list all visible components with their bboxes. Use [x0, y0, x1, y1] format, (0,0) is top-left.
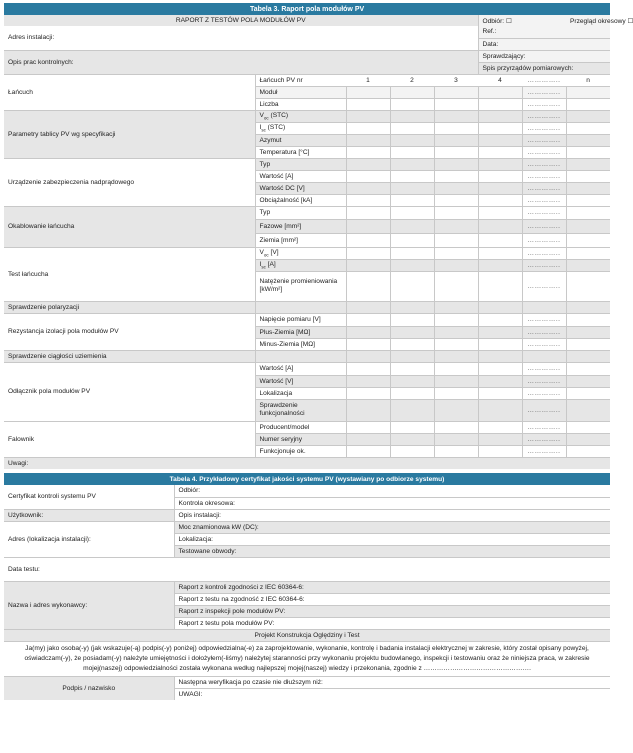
odbior-checkbox[interactable]: Odbiór: ☐: [478, 15, 566, 26]
data-testu-field[interactable]: [174, 557, 610, 581]
table-3-title: Tabela 3. Raport pola modułów PV: [4, 3, 610, 15]
lokalizacja-cell[interactable]: [478, 387, 522, 399]
funkcjonuje-cell[interactable]: [566, 445, 610, 457]
natezenie-cell[interactable]: [346, 271, 390, 301]
napiecie-cell[interactable]: [478, 313, 522, 326]
certyfikat-label: Certyfikat kontroli systemu PV: [4, 485, 174, 509]
obciazalnosc-cell[interactable]: [390, 194, 434, 206]
lokalizacja-label: Lokalizacja: [255, 387, 346, 399]
table-4-title: Tabela 4. Przykładowy certyfikat jakości systemu PV (wystawiany po odbiorze systemu): [4, 473, 610, 485]
table-4: [4, 473, 610, 700]
fazowe-cell[interactable]: [434, 219, 478, 233]
polaryzacja-cell[interactable]: [566, 301, 610, 313]
azymut-cell[interactable]: [478, 134, 522, 146]
odlacznik-label: Odłącznik pola modułów PV: [4, 362, 255, 421]
uwagi-field[interactable]: Uwagi:: [4, 457, 610, 469]
plus-cell[interactable]: [346, 326, 390, 338]
voc-stc-label: $V_{oc}$ (STC): [255, 110, 346, 122]
temp-cell[interactable]: [434, 146, 478, 158]
napiecie-label: Napięcie pomiaru [V]: [255, 313, 346, 326]
lokalizacja-cell[interactable]: [346, 387, 390, 399]
voc-stc-cell[interactable]: [566, 110, 610, 122]
numer-dots: …………..: [522, 433, 566, 445]
wartosc-v-cell[interactable]: [434, 375, 478, 387]
minus-cell[interactable]: [566, 338, 610, 350]
ziemia-dots: …………..: [522, 233, 566, 247]
voc-stc-cell[interactable]: [478, 110, 522, 122]
typ2-cell[interactable]: [434, 206, 478, 219]
modul-cell[interactable]: [346, 86, 390, 98]
string-n: n: [566, 74, 610, 86]
nastepna-field[interactable]: Następna weryfikacja po czasie nie dłuższym niż:: [174, 676, 610, 688]
liczba-cell[interactable]: [434, 98, 478, 110]
fazowe-dots: …………..: [522, 219, 566, 233]
producent-cell[interactable]: [478, 421, 522, 433]
plus-label: Plus-Ziemia [MΩ]: [255, 326, 346, 338]
wartosc-a-cell[interactable]: [478, 170, 522, 182]
modul-cell[interactable]: [434, 86, 478, 98]
ziemia-label: Ziemia [mm²]: [255, 233, 346, 247]
napiecie-dots: …………..: [522, 313, 566, 326]
table-3: [4, 3, 633, 469]
wartosc-a2-label: Wartość [A]: [255, 362, 346, 375]
funkcjonuje-cell[interactable]: [390, 445, 434, 457]
modul-cell[interactable]: [566, 86, 610, 98]
spis-field[interactable]: Spis przyrządów pomiarowych:: [478, 62, 610, 74]
ciaglosc-label: Sprawdzenie ciągłości uziemienia: [4, 350, 255, 362]
kontrola-field[interactable]: Kontrola okresowa:: [174, 497, 610, 509]
isc-stc-cell[interactable]: [346, 122, 390, 134]
wartosc-v-dots: …………..: [522, 375, 566, 387]
funkcjonuje-label: Funkcjonuje ok.: [255, 445, 346, 457]
rezystancja-label: Rezystancja izolacji pola modułów PV: [4, 313, 255, 350]
typ2-cell[interactable]: [478, 206, 522, 219]
data-testu-label: Data testu:: [4, 557, 174, 581]
typ2-dots: …………..: [522, 206, 566, 219]
sprawdzenie-funk-cell[interactable]: [566, 399, 610, 421]
modul-dots: …………..: [522, 86, 566, 98]
report-header: RAPORT Z TESTÓW POLA MODUŁÓW PV: [4, 15, 478, 26]
numer-cell[interactable]: [346, 433, 390, 445]
wartosc-a-cell[interactable]: [390, 170, 434, 182]
funkcjonuje-dots: …………..: [522, 445, 566, 457]
liczba-label: Liczba: [255, 98, 346, 110]
modul-cell[interactable]: [390, 86, 434, 98]
plus-cell[interactable]: [478, 326, 522, 338]
isc-a-cell[interactable]: [434, 259, 478, 271]
falownik-label: Falownik: [4, 421, 255, 457]
uwagi2-field[interactable]: UWAGI:: [174, 688, 610, 700]
isc-stc-cell[interactable]: [478, 122, 522, 134]
typ-cell[interactable]: [434, 158, 478, 170]
producent-cell[interactable]: [566, 421, 610, 433]
numer-cell[interactable]: [390, 433, 434, 445]
okablowanie-label: Okablowanie łańcucha: [4, 206, 255, 247]
sprawdzenie-funk-cell[interactable]: [390, 399, 434, 421]
isc-a-dots: …………..: [522, 259, 566, 271]
isc-stc-cell[interactable]: [390, 122, 434, 134]
napiecie-cell[interactable]: [566, 313, 610, 326]
voc-stc-cell[interactable]: [346, 110, 390, 122]
typ-cell[interactable]: [390, 158, 434, 170]
wartosc-a2-cell[interactable]: [566, 362, 610, 375]
typ-label: Typ: [255, 158, 346, 170]
isc-stc-label: $I_{sc}$ (STC): [255, 122, 346, 134]
ziemia-cell[interactable]: [434, 233, 478, 247]
lancuch-label: Łańcuch: [4, 74, 255, 110]
polaryzacja-cell[interactable]: [255, 301, 346, 313]
wartosc-a-dots: …………..: [522, 170, 566, 182]
isc-a-cell[interactable]: [566, 259, 610, 271]
wartosc-dc-cell[interactable]: [434, 182, 478, 194]
obciazalnosc-dots: …………..: [522, 194, 566, 206]
isc-a-label: $I_{sc}$ [A]: [255, 259, 346, 271]
sprawdzenie-funk-cell[interactable]: [434, 399, 478, 421]
napiecie-cell[interactable]: [434, 313, 478, 326]
obciazalnosc-cell[interactable]: [434, 194, 478, 206]
isc-stc-cell[interactable]: [434, 122, 478, 134]
minus-cell[interactable]: [478, 338, 522, 350]
numer-label: Numer seryjny: [255, 433, 346, 445]
string-2: 2: [390, 74, 434, 86]
lokalizacja-dots: …………..: [522, 387, 566, 399]
lancuch-nr-label: Łańcuch PV nr: [255, 74, 346, 86]
ciaglosc-cell[interactable]: [434, 350, 478, 362]
natezenie-cell[interactable]: [478, 271, 522, 301]
producent-label: Producent/model: [255, 421, 346, 433]
natezenie-label: Natężenie promieniowania [kW/m²]: [255, 271, 346, 301]
voc-v-cell[interactable]: [566, 247, 610, 259]
minus-cell[interactable]: [346, 338, 390, 350]
azymut-cell[interactable]: [434, 134, 478, 146]
ziemia-cell[interactable]: [390, 233, 434, 247]
lokalizacja-cell[interactable]: [566, 387, 610, 399]
adres-label: Adres instalacji:: [4, 26, 478, 50]
voc-stc-cell[interactable]: [390, 110, 434, 122]
voc-v-cell[interactable]: [434, 247, 478, 259]
azymut-dots: …………..: [522, 134, 566, 146]
lokalizacja-field[interactable]: Lokalizacja:: [174, 533, 610, 545]
typ2-cell[interactable]: [566, 206, 610, 219]
wartosc-v-cell[interactable]: [478, 375, 522, 387]
ciaglosc-cell[interactable]: [478, 350, 522, 362]
polaryzacja-cell[interactable]: [390, 301, 434, 313]
param-label: Parametry tablicy PV wg specyfikacji: [4, 110, 255, 158]
liczba-cell[interactable]: [390, 98, 434, 110]
ciaglosc-cell[interactable]: [255, 350, 346, 362]
temp-cell[interactable]: [566, 146, 610, 158]
string-4: 4: [478, 74, 522, 86]
typ2-label: Typ: [255, 206, 346, 219]
string-3: 3: [434, 74, 478, 86]
raport2-field[interactable]: Raport z testu na zgodność z IEC 60364-6:: [174, 593, 610, 605]
podpis-label: Podpis / nazwisko: [4, 676, 174, 700]
sprawdzenie-funk-label: Sprawdzenie funkcjonalności: [255, 399, 346, 421]
modul-label: Moduł: [255, 86, 346, 98]
sprawdzenie-funk-cell[interactable]: [346, 399, 390, 421]
sprawdzenie-funk-dots: …………..: [522, 399, 566, 421]
isc-a-cell[interactable]: [390, 259, 434, 271]
natezenie-cell[interactable]: [434, 271, 478, 301]
wartosc-dc-cell[interactable]: [346, 182, 390, 194]
liczba-cell[interactable]: [566, 98, 610, 110]
funkcjonuje-cell[interactable]: [434, 445, 478, 457]
wartosc-a-cell[interactable]: [434, 170, 478, 182]
opis-label: Opis prac kontrolnych:: [4, 50, 478, 74]
temp-label: Temperatura [°C]: [255, 146, 346, 158]
fazowe-cell[interactable]: [390, 219, 434, 233]
funkcjonuje-cell[interactable]: [346, 445, 390, 457]
minus-label: Minus-Ziemia [MΩ]: [255, 338, 346, 350]
ziemia-cell[interactable]: [566, 233, 610, 247]
obciazalnosc-cell[interactable]: [566, 194, 610, 206]
natezenie-dots: …………..: [522, 271, 566, 301]
natezenie-cell[interactable]: [566, 271, 610, 301]
wartosc-v-cell[interactable]: [566, 375, 610, 387]
voc-v-cell[interactable]: [346, 247, 390, 259]
typ-cell[interactable]: [346, 158, 390, 170]
wartosc-v-cell[interactable]: [346, 375, 390, 387]
temp-cell[interactable]: [346, 146, 390, 158]
numer-cell[interactable]: [566, 433, 610, 445]
ciaglosc-cell[interactable]: [522, 350, 566, 362]
polaryzacja-cell[interactable]: [434, 301, 478, 313]
ciaglosc-cell[interactable]: [346, 350, 390, 362]
obciazalnosc-label: Obciążalność [kA]: [255, 194, 346, 206]
ciaglosc-cell[interactable]: [566, 350, 610, 362]
ciaglosc-cell[interactable]: [390, 350, 434, 362]
plus-cell[interactable]: [390, 326, 434, 338]
opis-instalacji-field[interactable]: Opis instalacji:: [174, 509, 610, 521]
wartosc-v-label: Wartość [V]: [255, 375, 346, 387]
azymut-label: Azymut: [255, 134, 346, 146]
wartosc-dc-dots: …………..: [522, 182, 566, 194]
liczba-dots: …………..: [522, 98, 566, 110]
voc-stc-cell[interactable]: [434, 110, 478, 122]
producent-cell[interactable]: [434, 421, 478, 433]
plus-cell[interactable]: [566, 326, 610, 338]
wartosc-a-cell[interactable]: [346, 170, 390, 182]
ref-field[interactable]: Ref.:: [478, 26, 610, 38]
ziemia-cell[interactable]: [346, 233, 390, 247]
data-field[interactable]: Data:: [478, 38, 610, 50]
napiecie-cell[interactable]: [390, 313, 434, 326]
polaryzacja-cell[interactable]: [522, 301, 566, 313]
urzadzenie-label: Urządzenie zabezpieczenia nadprądowego: [4, 158, 255, 206]
wartosc-a2-cell[interactable]: [390, 362, 434, 375]
isc-stc-dots: …………..: [522, 122, 566, 134]
odbior-field[interactable]: Odbiór:: [174, 485, 610, 497]
wartosc-a2-dots: …………..: [522, 362, 566, 375]
voc-v-label: $V_{oc}$ [V]: [255, 247, 346, 259]
projekt-header: Projekt Konstrukcja Oględziny i Test: [4, 629, 610, 641]
isc-a-cell[interactable]: [478, 259, 522, 271]
lokalizacja-cell[interactable]: [390, 387, 434, 399]
ziemia-cell[interactable]: [478, 233, 522, 247]
liczba-cell[interactable]: [478, 98, 522, 110]
isc-a-cell[interactable]: [346, 259, 390, 271]
producent-cell[interactable]: [346, 421, 390, 433]
modul-cell[interactable]: [478, 86, 522, 98]
wartosc-dc-cell[interactable]: [478, 182, 522, 194]
polaryzacja-label: Sprawdzenie polaryzacji: [4, 301, 255, 313]
przeglad-checkbox[interactable]: Przegląd okresowy ☐: [566, 15, 610, 26]
wartosc-dc-cell[interactable]: [390, 182, 434, 194]
wartosc-v-cell[interactable]: [390, 375, 434, 387]
producent-dots: …………..: [522, 421, 566, 433]
minus-cell[interactable]: [434, 338, 478, 350]
nazwa-wykonawcy-label: Nazwa i adres wykonawcy:: [4, 581, 174, 629]
moc-field[interactable]: Moc znamionowa kW (DC):: [174, 521, 610, 533]
temp-dots: …………..: [522, 146, 566, 158]
fazowe-cell[interactable]: [346, 219, 390, 233]
string-1: 1: [346, 74, 390, 86]
uzytkownik-label: Użytkownik:: [4, 509, 174, 521]
typ2-cell[interactable]: [390, 206, 434, 219]
typ-dots: …………..: [522, 158, 566, 170]
voc-v-cell[interactable]: [390, 247, 434, 259]
wartosc-dc-label: Wartość DC [V]: [255, 182, 346, 194]
azymut-cell[interactable]: [390, 134, 434, 146]
minus-cell[interactable]: [390, 338, 434, 350]
wartosc-a-label: Wartość [A]: [255, 170, 346, 182]
wartosc-dc-cell[interactable]: [566, 182, 610, 194]
fazowe-cell[interactable]: [566, 219, 610, 233]
raport3-field[interactable]: Raport z inspekcji pole modułów PV:: [174, 605, 610, 617]
polaryzacja-cell[interactable]: [346, 301, 390, 313]
plus-dots: …………..: [522, 326, 566, 338]
fazowe-cell[interactable]: [478, 219, 522, 233]
raport1-field[interactable]: Raport z kontroli zgodności z IEC 60364-6:: [174, 581, 610, 593]
azymut-cell[interactable]: [346, 134, 390, 146]
voc-stc-dots: …………..: [522, 110, 566, 122]
temp-cell[interactable]: [478, 146, 522, 158]
sprawdzenie-funk-cell[interactable]: [478, 399, 522, 421]
wartosc-a-cell[interactable]: [566, 170, 610, 182]
raport4-field[interactable]: Raport z testu pola modułów PV:: [174, 617, 610, 629]
producent-cell[interactable]: [390, 421, 434, 433]
numer-cell[interactable]: [434, 433, 478, 445]
wartosc-a2-cell[interactable]: [478, 362, 522, 375]
typ-cell[interactable]: [478, 158, 522, 170]
natezenie-cell[interactable]: [390, 271, 434, 301]
declaration-paragraph: Ja(my) jako osoba(-y) (jak wskazuje(-ą) podpis(-y) poniżej) odpowiedzialna(-e) za zaprojektowanie, wykonanie, kontrolę i badania instalacji elektrycznej w zakresie, który został opisany powyżej, oświadczam(-y), że posiadam(-y) należyte umiejętności i dołożyłem(-liśmy) należytej staranności przy wykonaniu projektu budowlanego, inspekcji i testowaniu oraz że niniejsza praca, w zakresie mojej(naszej) odpowiedzialności została wykonana według najlepszej mojej(naszej) wiedzy i przekonania, zgodnie z ………………………………………….: [4, 641, 610, 676]
lokalizacja-cell[interactable]: [434, 387, 478, 399]
wartosc-a2-cell[interactable]: [434, 362, 478, 375]
funkcjonuje-cell[interactable]: [478, 445, 522, 457]
obciazalnosc-cell[interactable]: [346, 194, 390, 206]
plus-cell[interactable]: [434, 326, 478, 338]
isc-stc-cell[interactable]: [566, 122, 610, 134]
adres-lokalizacja-label: Adres (lokalizacja instalacji):: [4, 521, 174, 557]
minus-dots: …………..: [522, 338, 566, 350]
numer-cell[interactable]: [478, 433, 522, 445]
fazowe-label: Fazowe [mm²]: [255, 219, 346, 233]
napiecie-cell[interactable]: [346, 313, 390, 326]
polaryzacja-cell[interactable]: [478, 301, 522, 313]
voc-v-dots: …………..: [522, 247, 566, 259]
wartosc-a2-cell[interactable]: [346, 362, 390, 375]
azymut-cell[interactable]: [566, 134, 610, 146]
liczba-cell[interactable]: [346, 98, 390, 110]
typ2-cell[interactable]: [346, 206, 390, 219]
test-label: Test łańcucha: [4, 247, 255, 301]
testowane-field[interactable]: Testowane obwody:: [174, 545, 610, 557]
typ-cell[interactable]: [566, 158, 610, 170]
sprawdzajacy-field[interactable]: Sprawdzający:: [478, 50, 610, 62]
voc-v-cell[interactable]: [478, 247, 522, 259]
obciazalnosc-cell[interactable]: [478, 194, 522, 206]
temp-cell[interactable]: [390, 146, 434, 158]
string-dots: …………..: [522, 74, 566, 86]
